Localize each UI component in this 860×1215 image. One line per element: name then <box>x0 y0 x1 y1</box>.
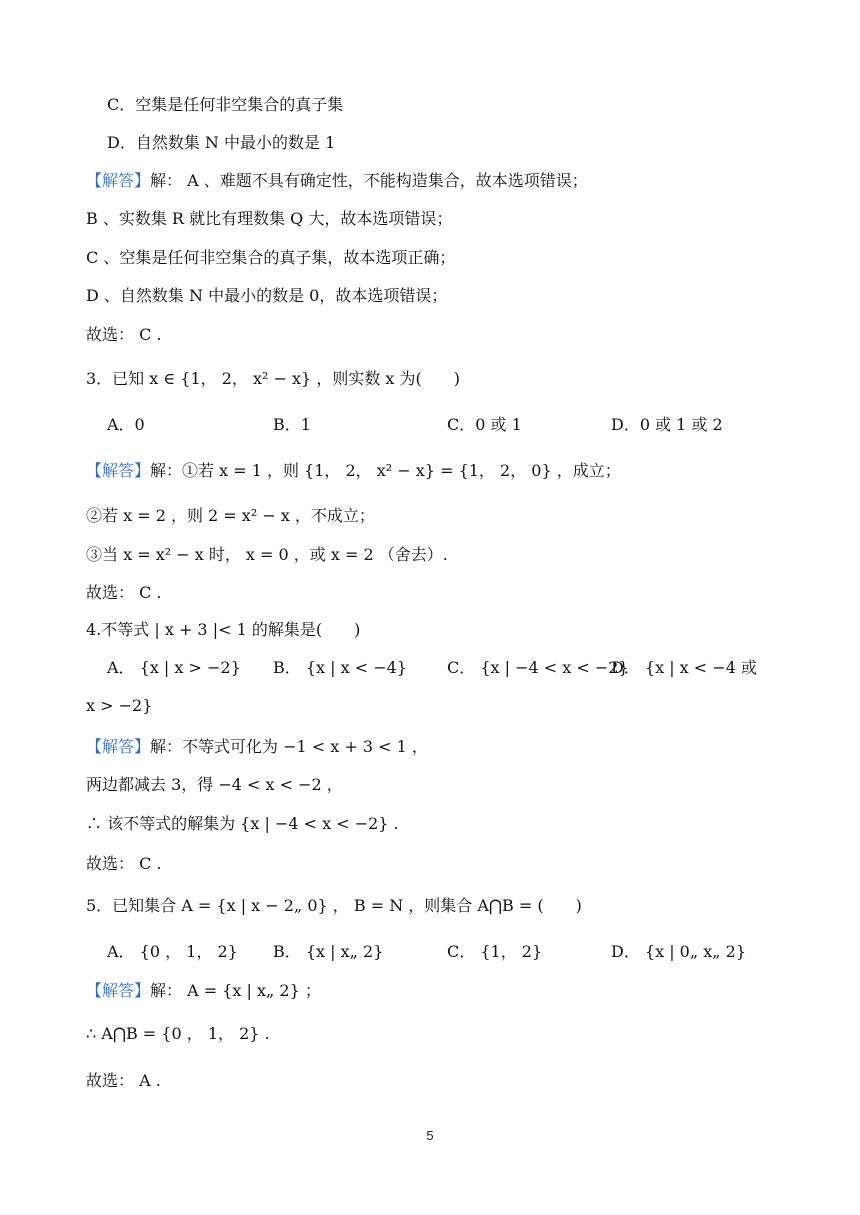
q5-option-c: C． {1， 2} <box>447 942 543 961</box>
answer-line: D 、自然数集 N 中最小的数是 0，故本选项错误； <box>86 286 448 305</box>
answer-tag: 【解答】 <box>86 171 151 190</box>
answer-line: ②若 x = 2 ，则 2 = x² − x ，不成立； <box>86 506 375 525</box>
answer-line: ∴ 该不等式的解集为 {x | −4 < x < −2} . <box>86 814 399 833</box>
answer-block-q3 <box>86 460 621 482</box>
answer-text: 解： A = {x | x„ 2} ； <box>150 981 321 1000</box>
answer-text: 解：①若 x = 1 ，则 {1， 2， x² − x} = {1， 2， 0} ，成立； <box>150 461 621 480</box>
answer-line: C 、空集是任何非空集合的真子集，故本选项正确； <box>86 248 456 267</box>
question-3-stem: 3．已知 x ∈ {1， 2， x² − x} ，则实数 x 为( ) <box>86 369 461 388</box>
answer-line: 两边都减去 3，得 −4 < x < −2 ， <box>86 775 343 794</box>
choice-line: 故选： C . <box>86 583 162 602</box>
answer-tag: 【解答】 <box>86 737 151 756</box>
q5-option-b: B． {x | x„ 2} <box>273 942 384 961</box>
q3-option-b: B．1 <box>273 415 311 434</box>
q4-option-c: C． {x | −4 < x < −2} <box>447 658 629 677</box>
answer-block-q5 <box>86 980 321 1002</box>
question-4-stem: 4.不等式 | x + 3 |< 1 的解集是( ) <box>86 620 361 639</box>
question-5-stem: 5．已知集合 A = {x | x − 2„ 0} ， B = N ，则集合 A⋂B = ( ) <box>86 896 582 915</box>
choice-line: 故选： C . <box>86 854 162 873</box>
q5-option-d: D． {x | 0„ x„ 2} <box>611 942 746 961</box>
answer-line: ∴ A⋂B = {0 ， 1， 2} . <box>86 1024 270 1043</box>
answer-block-q2 <box>86 170 588 192</box>
q4-option-a: A． {x | x > −2} <box>107 658 241 677</box>
choice-line: 故选： A . <box>86 1071 161 1090</box>
answer-line: ③当 x = x² − x 时， x = 0 ，或 x = 2 （舍去）. <box>86 545 448 564</box>
q5-option-a: A． {0 ， 1， 2} <box>107 942 238 961</box>
answer-text: 解：不等式可化为 −1 < x + 3 < 1 ， <box>150 737 428 756</box>
q4-option-b: B． {x | x < −4} <box>273 658 407 677</box>
answer-tag: 【解答】 <box>86 461 151 480</box>
choice-line: 故选： C . <box>86 325 162 344</box>
answer-block-q4 <box>86 736 428 758</box>
answer-text: 解： A 、难题不具有确定性，不能构造集合，故本选项错误； <box>150 171 588 190</box>
q4-option-d: D． {x | x < −4 或 <box>611 658 757 677</box>
q3-option-a: A．0 <box>107 415 145 434</box>
option-d-text: D．自然数集 N 中最小的数是 1 <box>107 133 336 152</box>
q4-option-d-cont: x > −2} <box>86 696 153 715</box>
answer-tag: 【解答】 <box>86 981 151 1000</box>
option-c-text: C．空集是任何非空集合的真子集 <box>107 95 344 114</box>
q3-option-c: C．0 或 1 <box>447 415 522 434</box>
page-number: 5 <box>426 1128 434 1143</box>
q3-option-d: D．0 或 1 或 2 <box>611 415 723 434</box>
answer-line: B 、实数集 R 就比有理数集 Q 大，故本选项错误； <box>86 209 453 228</box>
